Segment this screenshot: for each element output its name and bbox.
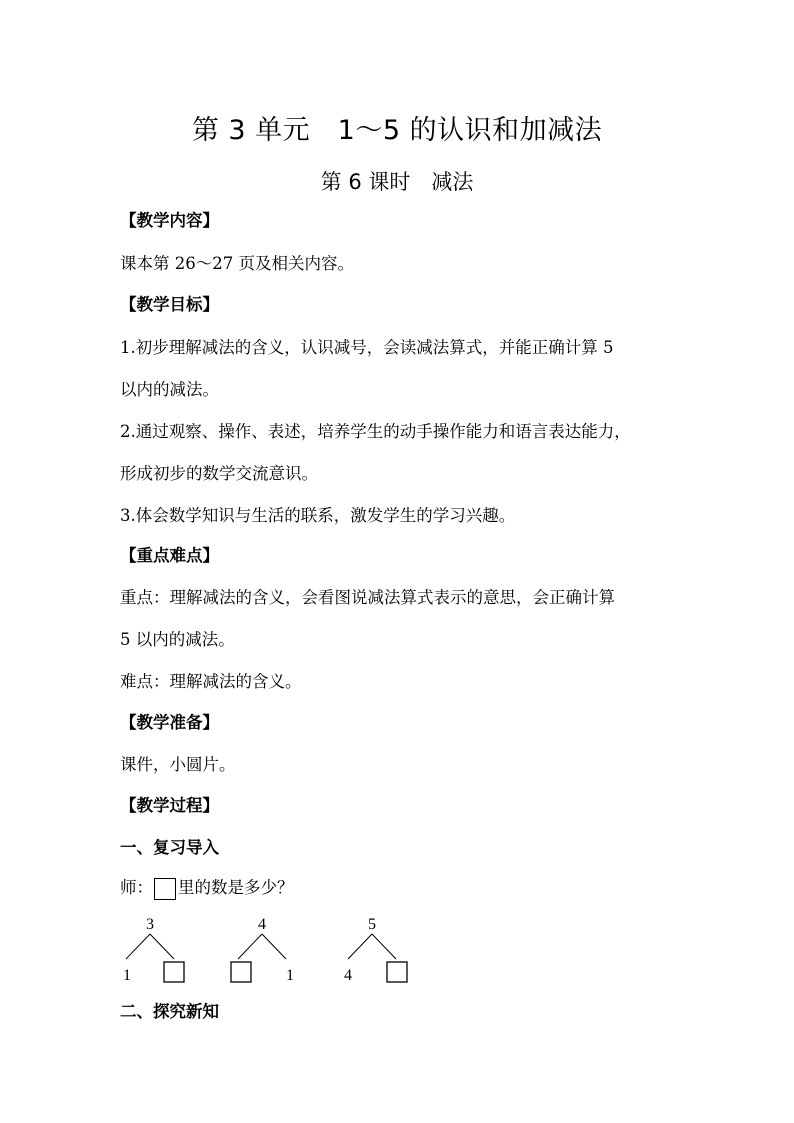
tree-top-number: 3 <box>146 916 154 933</box>
tree-top-number: 5 <box>368 916 376 933</box>
goal-2-line-1: 2.通过观察、操作、表述，培养学生的动手操作能力和语言表达能力， <box>120 422 631 441</box>
blank-box-icon <box>164 962 184 982</box>
tree-branch-left <box>348 934 372 959</box>
preparation-text: 课件，小圆片。 <box>120 755 236 774</box>
page-title: 第 3 单元 1～5 的认识和加减法 <box>191 115 603 146</box>
teacher-question <box>120 877 690 900</box>
goal-2-line-2: 形成初步的数学交流意识。 <box>120 464 318 483</box>
decomposition-tree-5 <box>344 916 407 984</box>
teaching-content-heading: 【教学内容】 <box>120 211 219 230</box>
key-points-heading: 【重点难点】 <box>120 546 219 565</box>
teaching-goals-heading: 【教学目标】 <box>120 295 219 314</box>
decomposition-tree-3 <box>123 916 184 984</box>
key-point-line-1: 重点：理解减法的含义，会看图说减法算式表示的意思，会正确计算 <box>120 588 615 607</box>
tree-branch-left <box>126 934 150 959</box>
key-point-line-2: 5 以内的减法。 <box>120 630 235 649</box>
tree-branch-right <box>150 934 174 959</box>
tree-branch-left <box>238 934 262 959</box>
process-heading: 【教学过程】 <box>120 796 219 815</box>
blank-box-icon <box>154 878 176 900</box>
blank-box-icon <box>387 962 407 982</box>
tree-left-number: 1 <box>123 967 131 984</box>
tree-left-number: 4 <box>344 967 352 984</box>
goal-3: 3.体会数学知识与生活的联系，激发学生的学习兴趣。 <box>120 506 516 525</box>
difficulty-point: 难点：理解减法的含义。 <box>120 672 302 691</box>
teacher-question-text: 里的数是多少？ <box>178 878 294 897</box>
goal-1-line-2: 以内的减法。 <box>120 380 219 399</box>
step-1-heading: 一、复习导入 <box>120 838 219 857</box>
tree-top-number: 4 <box>258 916 266 933</box>
preparation-heading: 【教学准备】 <box>120 713 219 732</box>
decomposition-tree-4 <box>231 916 294 984</box>
step-2-heading: 二、探究新知 <box>120 1002 219 1021</box>
teacher-prefix: 师： <box>120 878 153 897</box>
tree-branch-right <box>372 934 396 959</box>
number-decomposition-diagram <box>110 908 430 988</box>
tree-branch-right <box>262 934 286 959</box>
teaching-content-text: 课本第 26～27 页及相关内容。 <box>120 254 354 273</box>
goal-1-line-1: 1.初步理解减法的含义，认识减号，会读减法算式，并能正确计算 5 <box>120 338 614 357</box>
lesson-subtitle: 第 6 课时 减法 <box>320 170 474 194</box>
blank-box-icon <box>231 962 251 982</box>
tree-right-number: 1 <box>286 967 294 984</box>
